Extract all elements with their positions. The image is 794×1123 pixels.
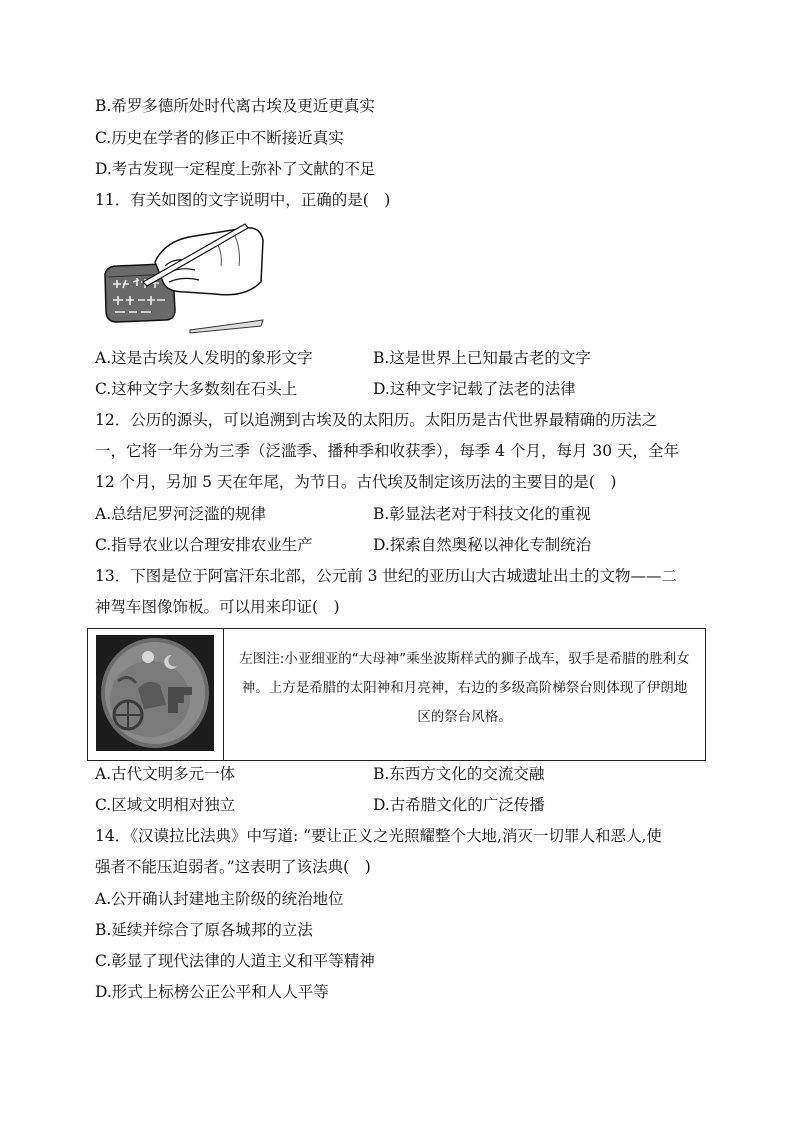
q12-option-b: B.彰显法老对于科技文化的重视	[373, 505, 591, 523]
q13-option-a: A.古代文明多元一体	[95, 765, 236, 783]
q11-option-a: A.这是古埃及人发明的象形文字	[95, 349, 313, 367]
q12-stem-line: 12．公历的源头，可以追溯到古埃及的太阳历。太阳历是古代世界最精确的历法之	[95, 411, 658, 429]
q10-option-b: B.希罗多德所处时代离古埃及更近更真实	[95, 97, 375, 115]
q14-option-c: C.彰显了现代法律的人道主义和平等精神	[95, 952, 375, 970]
q12-stem	[95, 405, 697, 498]
q13-option-d: D.古希腊文化的广泛传播	[373, 796, 545, 814]
stylus-clay-tablet-illustration	[95, 222, 265, 337]
q14-stem-line: 强者不能压迫弱者。”这表明了该法典( )	[95, 858, 371, 876]
q13-figure-table	[87, 628, 706, 761]
q14-option-a: A.公开确认封建地主阶级的统治地位	[95, 890, 344, 908]
q14-stem-line: 14．《汉谟拉比法典》中写道: “要让正义之光照耀整个大地,消灭一切罪人和恶人,使	[95, 827, 662, 845]
silver-plaque-photo	[88, 629, 224, 760]
q12-option-c: C.指导农业以合理安排农业生产	[95, 536, 313, 554]
q13-option-c: C.区域文明相对独立	[95, 796, 236, 814]
q13-stem	[95, 561, 697, 623]
q13-stem-line: 13．下图是位于阿富汗东北部，公元前 3 世纪的亚历山大古城遗址出土的文物——二	[95, 567, 677, 585]
q11-option-c: C.这种文字大多数刻在石头上	[95, 380, 298, 398]
q12-option-d: D.探索自然奥秘以神化专制统治	[373, 536, 592, 554]
q14-option-b: B.延续并综合了原各城邦的立法	[95, 921, 313, 939]
q11-stem: 11．有关如图的文字说明中，正确的是( )	[95, 191, 391, 209]
q13-option-b: B.东西方文化的交流交融	[373, 765, 545, 783]
q12-stem-line: 一，它将一年分为三季（泛滥季、播种季和收获季），每季 4 个月，每月 30 天，全年	[95, 442, 680, 460]
q10-option-c: C.历史在学者的修正中不断接近真实	[95, 129, 344, 147]
q14-option-d: D.形式上标榜公正公平和人人平等	[95, 983, 329, 1001]
q12-option-a: A.总结尼罗河泛滥的规律	[95, 505, 267, 523]
q11-option-d: D.这种文字记载了法老的法律	[373, 380, 576, 398]
q11-option-b: B.这是世界上已知最古老的文字	[373, 349, 591, 367]
q13-caption: 左图注:小亚细亚的“大母神”乘坐波斯样式的狮子战车，驭手是希腊的胜利女神。上方是希腊的太阳神和月亮神，右边的多级高阶梯祭台则体现了伊朗地区的祭台风格。	[239, 651, 690, 725]
q14-stem	[95, 821, 697, 883]
q10-option-d: D.考古发现一定程度上弥补了文献的不足	[95, 160, 376, 178]
q12-stem-line: 12 个月，另加 5 天在年尾，为节日。古代埃及制定该历法的主要目的是( )	[95, 473, 617, 491]
q13-stem-line: 神驾车图像饰板。可以用来印证( )	[95, 598, 340, 616]
